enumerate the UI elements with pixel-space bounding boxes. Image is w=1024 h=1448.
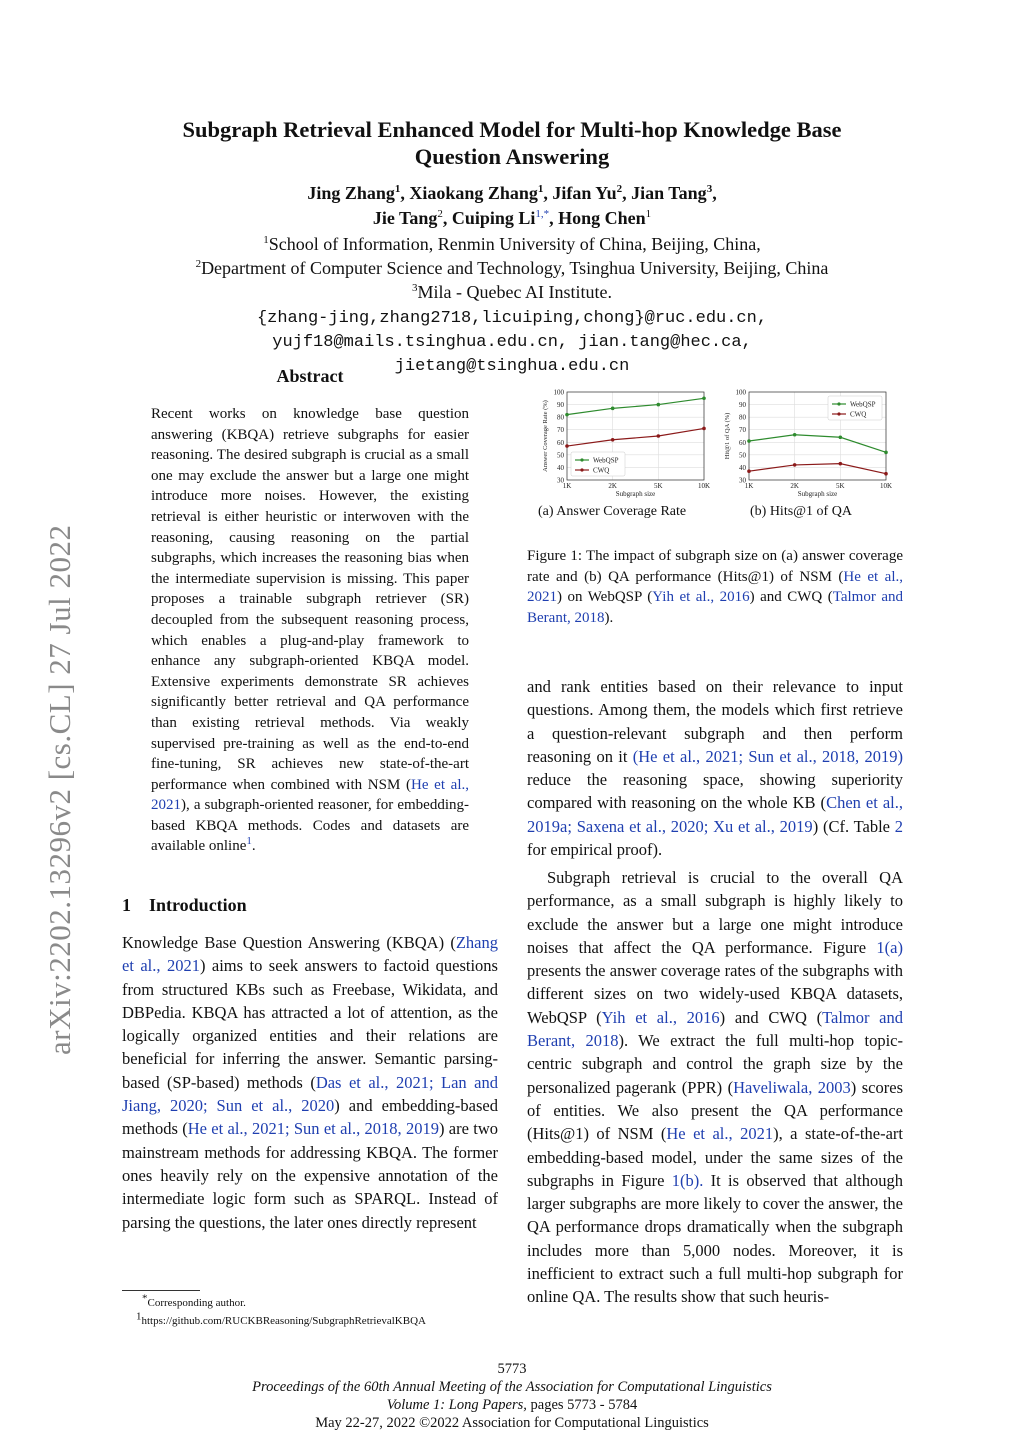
data-point-cwq bbox=[747, 469, 751, 473]
email-line: yujf18@mails.tsinghua.edu.cn, jian.tang@hec.ca, bbox=[272, 333, 752, 352]
footnote-rule bbox=[122, 1290, 200, 1291]
x-tick-label: 2K bbox=[608, 482, 617, 490]
arxiv-stamp: arXiv:2202.13296v2 [cs.CL] 27 Jul 2022 bbox=[42, 524, 77, 1055]
y-tick-label: 70 bbox=[739, 426, 746, 435]
citation-link[interactable]: He et al., 2021 bbox=[666, 1124, 774, 1144]
x-tick-label: 1K bbox=[744, 482, 754, 490]
body-text: for empirical proof). bbox=[527, 840, 663, 860]
email-line: jietang@tsinghua.edu.cn bbox=[394, 357, 630, 376]
y-tick-label: 100 bbox=[735, 388, 746, 397]
body-text: ), a state-of-the-art embedding-based model, under the same sizes of the subgraphs in Figure bbox=[527, 1124, 903, 1190]
author: , Jian Tang bbox=[622, 183, 707, 203]
affiliation-text: School of Information, Renmin University of China, Beijing, China, bbox=[268, 234, 761, 254]
right-paragraph-2 bbox=[527, 866, 903, 1309]
affiliation-sup: 1 bbox=[263, 234, 269, 246]
data-point-webqsp bbox=[657, 403, 661, 407]
y-axis-label: Answer Coverage Rate (%) bbox=[542, 400, 549, 472]
y-tick-label: 50 bbox=[557, 451, 564, 460]
abstract-text: Recent works on knowledge base question answering (KBQA) retrieve subgraphs for easier reasoning. The desired subgraph is crucial as a small one may exclude the answer but a large one might introduce more noises. However, the existing retrieval is either heuristic or interwoven with the reasoning, causing reasoning on the partial subgraphs, which increases the reasoning bias when the intermediate supervision is missing. This paper proposes a trainable subgraph retriever (SR) decoupled from the subsequent reasoning process, which enables a plug-and-play framework to enhance any subgraph-oriented KBQA model. Extensive experiments demonstrate SR achieves significantly better retrieval and QA performance than existing retrieval methods. Via weakly supervised pre-training as well as the end-to-end fine-tuning, SR achieves new state-of-the-art performance when combined with NSM ( bbox=[151, 406, 469, 793]
series-line-webqsp bbox=[567, 398, 704, 414]
volume-line bbox=[100, 1396, 924, 1414]
data-point-webqsp bbox=[793, 433, 797, 437]
volume-label: Volume 1: Long Papers, bbox=[386, 1397, 527, 1413]
pages-label: pages 5773 - 5784 bbox=[526, 1397, 638, 1413]
caption-text: ). bbox=[604, 609, 614, 626]
data-point-cwq bbox=[565, 444, 569, 448]
citation-link[interactable]: Talmor and Berant, 2018 bbox=[527, 589, 903, 626]
section-number: 1 bbox=[122, 895, 131, 915]
author: , Hong Chen bbox=[549, 208, 646, 228]
body-text: ) (Cf. Table bbox=[812, 816, 895, 836]
data-point-cwq bbox=[657, 434, 661, 438]
body-text: ) are two mainstream methods for addressing KBQA. The former ones heavily rely on the expensive annotation of the intermediate logic form such as SPARQL. Instead of parsing the questions, the later ones directly represent bbox=[122, 1119, 498, 1232]
footnote-mark: * bbox=[142, 1292, 148, 1305]
abstract-end: . bbox=[251, 838, 256, 855]
y-tick-label: 70 bbox=[557, 426, 564, 435]
copyright-line: May 22-27, 2022 ©2022 Association for Computational Linguistics bbox=[315, 1415, 709, 1431]
citation-link[interactable]: He et al., 2021; Sun et al., 2018, 2019 bbox=[187, 1119, 439, 1139]
author-list bbox=[120, 181, 904, 231]
figure-ref-link[interactable]: 1(b). bbox=[671, 1170, 704, 1190]
email-line: {zhang-jing,zhang2718,licuiping,chong}@ruc.edu.cn, bbox=[256, 309, 768, 328]
body-text: ) and embedding-based methods ( bbox=[122, 1096, 498, 1139]
x-tick-label: 10K bbox=[697, 482, 711, 490]
y-tick-label: 90 bbox=[557, 401, 564, 410]
abstract-heading: Abstract bbox=[276, 366, 344, 386]
page-number: 5773 bbox=[497, 1361, 527, 1377]
data-point-cwq bbox=[702, 427, 706, 431]
y-tick-label: 90 bbox=[739, 401, 746, 410]
citation-link[interactable]: He et al., 2021 bbox=[151, 776, 469, 814]
citation-link[interactable]: Das et al., 2021; Lan and Jiang, 2020; Sun et al., 2020 bbox=[122, 1072, 498, 1116]
x-tick-label: 1K bbox=[562, 482, 572, 490]
body-text: Knowledge Base Question Answering (KBQA) ( bbox=[122, 933, 456, 952]
affiliation-text: Mila - Quebec AI Institute. bbox=[417, 282, 612, 302]
caption-text: ) on WebQSP ( bbox=[557, 589, 653, 606]
author: , Cuiping Li bbox=[442, 208, 536, 228]
proceedings-line: Proceedings of the 60th Annual Meeting of the Association for Computational Linguistics bbox=[252, 1379, 772, 1395]
y-tick-label: 30 bbox=[557, 476, 564, 485]
data-point-cwq bbox=[839, 462, 843, 466]
series-line-webqsp bbox=[749, 435, 886, 453]
author-separator: , bbox=[712, 183, 717, 203]
body-text: ) aims to seek answers to factoid questions from structured KBs such as Freebase, Wikidata, and DBPedia. KBQA has attracted a lot of attention, as the logically organized entities and their relations are beneficial for inferring the answer. Semantic parsing-based (SP-based) methods ( bbox=[122, 956, 498, 1092]
author: , Xiaokang Zhang bbox=[400, 183, 538, 203]
author: Jing Zhang bbox=[307, 183, 395, 203]
y-tick-label: 40 bbox=[557, 463, 564, 472]
x-axis-label: Subgraph size bbox=[615, 490, 656, 498]
body-text: Subgraph retrieval is crucial to the overall QA performance, as a small subgraph is highly likely to exclude the answer but a large one might introduce noises that affect the QA performance. Figure bbox=[527, 868, 903, 957]
affiliation-sup: 2 bbox=[195, 258, 202, 270]
figure-caption bbox=[527, 546, 903, 628]
legend-label: WebQSP bbox=[850, 400, 876, 409]
x-tick-label: 2K bbox=[790, 482, 799, 490]
footnote-text: Corresponding author. bbox=[147, 1297, 246, 1309]
y-axis-label: Hit@1 of QA (%) bbox=[724, 412, 731, 460]
x-tick-label: 5K bbox=[836, 482, 845, 490]
title-line-1: Subgraph Retrieval Enhanced Model for Multi-hop Knowledge Base bbox=[182, 117, 842, 142]
caption-text: ) and CWQ ( bbox=[749, 589, 833, 606]
author-sup: 1 bbox=[537, 183, 544, 195]
y-tick-label: 80 bbox=[739, 413, 746, 422]
footnote bbox=[136, 1312, 522, 1330]
x-axis-label: Subgraph size bbox=[797, 490, 838, 498]
series-line-cwq bbox=[567, 428, 704, 446]
y-tick-label: 50 bbox=[739, 451, 746, 460]
y-tick-label: 80 bbox=[557, 413, 564, 422]
body-text: ). We extract the full multi-hop topic-centric subgraph and control the graph size by the personalized pagerank (PPR) ( bbox=[527, 1031, 904, 1097]
data-point-webqsp bbox=[702, 396, 706, 400]
section-title: Introduction bbox=[149, 895, 247, 915]
y-tick-label: 60 bbox=[557, 438, 564, 447]
x-tick-label: 5K bbox=[654, 482, 663, 490]
series-line-cwq bbox=[749, 464, 886, 474]
author-sup: 3 bbox=[706, 183, 713, 195]
citation-link[interactable]: He et al., 2021 bbox=[527, 568, 904, 606]
abstract-body bbox=[151, 404, 469, 857]
legend-label: WebQSP bbox=[593, 456, 619, 465]
affiliation-text: Department of Computer Science and Technology, Tsinghua University, Beijing, China bbox=[201, 258, 829, 278]
affiliation bbox=[100, 280, 924, 304]
page-footer bbox=[100, 1360, 924, 1432]
legend-marker bbox=[837, 412, 840, 415]
body-text: ) scores of entities. We also present the QA performance (Hits@1) of NSM ( bbox=[527, 1077, 903, 1144]
data-point-webqsp bbox=[611, 407, 615, 411]
body-text: presents the answer coverage rates of the subgraphs with different sizes on two widely-used KBQA datasets, WebQSP ( bbox=[527, 961, 903, 1027]
table-ref-link[interactable]: 2 bbox=[894, 816, 904, 836]
citation-link[interactable]: Chen et al., 2019a; Saxena et al., 2020; Xu et al., 2019 bbox=[527, 793, 903, 836]
y-tick-label: 100 bbox=[553, 388, 564, 397]
title-line-2: Question Answering bbox=[414, 144, 610, 169]
y-tick-label: 40 bbox=[739, 463, 746, 472]
data-point-webqsp bbox=[884, 451, 888, 455]
intro-paragraph bbox=[122, 931, 498, 1234]
body-text: It is observed that although larger subgraphs are more likely to cover the answer, the QA performance drops dramatically when the subgraph includes more than 5,000 nodes. Moreover, it is inefficient to extract such a full multi-hop subgraph for online QA. The results show that such heuris- bbox=[527, 1170, 903, 1307]
data-point-cwq bbox=[793, 463, 797, 467]
citation-link[interactable]: Zhang et al., 2021 bbox=[122, 933, 498, 976]
paper-title bbox=[120, 116, 904, 170]
data-point-webqsp bbox=[565, 413, 569, 417]
author-sup: 1 bbox=[394, 183, 401, 195]
legend-marker bbox=[580, 458, 583, 461]
subcaption-b: (b) Hits@1 of QA bbox=[750, 504, 852, 519]
citation-link[interactable]: Yih et al., 2016 bbox=[601, 1007, 720, 1027]
citation-link[interactable]: Talmor and Berant, 2018 bbox=[527, 1007, 903, 1051]
section-heading-introduction bbox=[122, 895, 247, 916]
body-text: ) and CWQ ( bbox=[719, 1007, 823, 1027]
right-paragraph-1 bbox=[527, 675, 903, 861]
body-text: and rank entities based on their relevance to input questions. Among them, the models which first retrieve a question-relevant subgraph and then perform reasoning on it bbox=[527, 677, 903, 766]
data-point-webqsp bbox=[747, 439, 751, 443]
y-tick-label: 30 bbox=[739, 476, 746, 485]
legend-marker bbox=[837, 402, 840, 405]
author-sup-link[interactable]: 1,* bbox=[535, 208, 550, 220]
citation-link[interactable]: Haveliwala, 2003 bbox=[733, 1077, 851, 1097]
data-point-webqsp bbox=[839, 435, 843, 439]
subcaption-a: (a) Answer Coverage Rate bbox=[538, 504, 687, 519]
author: , Jifan Yu bbox=[543, 183, 617, 203]
author-sup: 1 bbox=[645, 208, 652, 220]
figure-1-charts bbox=[527, 372, 907, 522]
legend-label: CWQ bbox=[593, 466, 610, 475]
caption-text: Figure 1: The impact of subgraph size on (a) answer coverage rate and (b) QA performance (Hits@1) of NSM ( bbox=[527, 548, 903, 585]
affiliation-sup: 3 bbox=[412, 282, 418, 294]
footnote-marker[interactable]: 1 bbox=[246, 835, 252, 848]
body-text: reduce the reasoning space, showing superiority compared with reasoning on the whole KB ( bbox=[527, 770, 903, 813]
footnote bbox=[142, 1294, 522, 1312]
citation-link[interactable]: (He et al., 2021; Sun et al., 2018, 2019) bbox=[632, 746, 903, 766]
abstract-text: ), a subgraph-oriented reasoner, for embedding-based KBQA methods. Codes and datasets are available online bbox=[151, 797, 469, 855]
x-tick-label: 10K bbox=[879, 482, 893, 490]
legend-marker bbox=[580, 468, 583, 471]
footnote-url[interactable]: https://github.com/RUCKBReasoning/SubgraphRetrievalKBQA bbox=[141, 1315, 426, 1327]
footnotes bbox=[136, 1292, 522, 1330]
affiliation bbox=[100, 232, 924, 256]
legend-label: CWQ bbox=[850, 410, 867, 419]
author-sup: 2 bbox=[437, 208, 443, 220]
author-sup: 2 bbox=[616, 183, 623, 195]
y-tick-label: 60 bbox=[739, 438, 746, 447]
data-point-cwq bbox=[611, 438, 615, 442]
data-point-cwq bbox=[884, 472, 888, 476]
affiliations bbox=[100, 232, 924, 304]
citation-link[interactable]: Yih et al., 2016 bbox=[652, 589, 750, 606]
affiliation bbox=[100, 256, 924, 280]
footnote-mark: 1 bbox=[136, 1310, 142, 1323]
figure-ref-link[interactable]: 1(a) bbox=[876, 937, 903, 957]
author: Jie Tang bbox=[372, 208, 438, 228]
